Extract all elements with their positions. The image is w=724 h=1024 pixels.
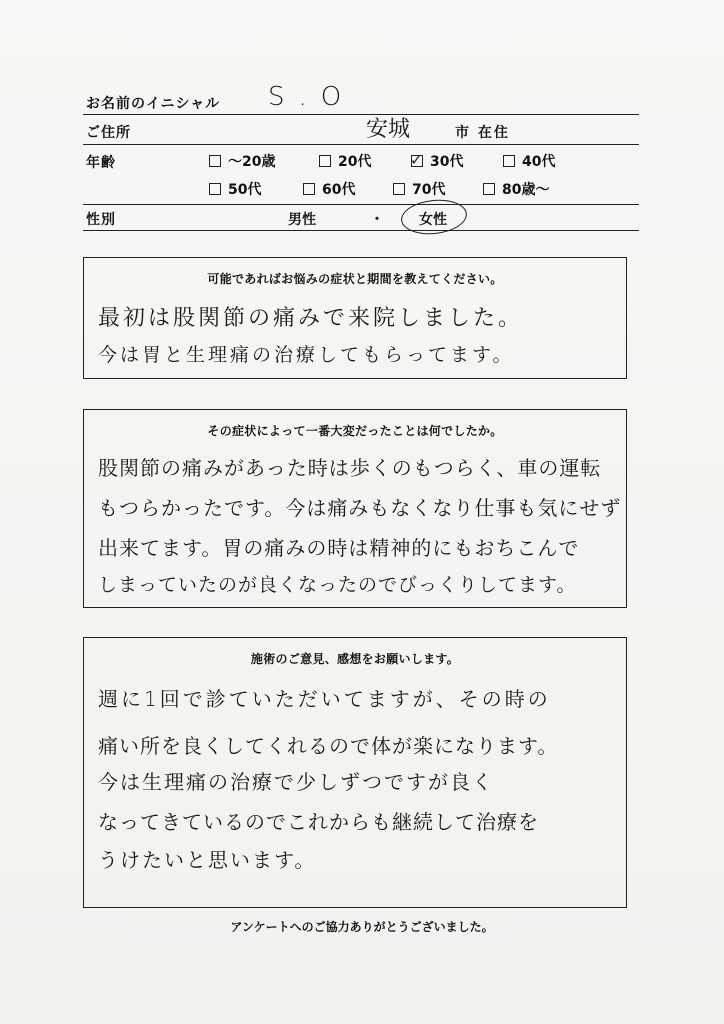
- question-box-hardest: [83, 409, 627, 608]
- answer-line: うけたいと思います。: [98, 848, 317, 872]
- answer-line: 痛い所を良くしてくれるので体が楽になります。: [98, 734, 559, 758]
- answer-line: 出来てます。胃の痛みの時は精神的にもおちこんで: [98, 536, 580, 560]
- checkbox-icon: [393, 183, 405, 195]
- initials-value: S.O: [268, 82, 356, 112]
- age-option-50s[interactable]: 50代: [209, 179, 261, 199]
- age-option-40s[interactable]: 40代: [503, 151, 555, 171]
- age-row: [83, 144, 639, 205]
- checkbox-icon: [303, 183, 315, 195]
- checkbox-icon: [209, 155, 221, 167]
- answer-line: なってきているのでこれからも継続して治療を: [98, 810, 539, 834]
- age-option-60s[interactable]: 60代: [303, 179, 355, 199]
- question-box-symptoms: [83, 257, 627, 379]
- footer-thanks: アンケートへのご協力ありがとうございました。: [230, 920, 494, 934]
- gender-row: [83, 204, 639, 231]
- checkbox-icon: [503, 155, 515, 167]
- address-row: [83, 114, 639, 145]
- checkbox-icon: [483, 183, 495, 195]
- age-label: 年齢: [86, 155, 116, 171]
- question-title: 可能であればお悩みの症状と期間を教えてください。: [207, 272, 503, 286]
- age-option-70s[interactable]: 70代: [393, 179, 445, 199]
- address-suffix: 市 在住: [455, 125, 510, 141]
- question-title: その症状によって一番大変だったことは何でしたか。: [207, 424, 503, 438]
- age-option-30s[interactable]: ✓ 30代: [410, 151, 464, 170]
- checkbox-icon: [209, 183, 221, 195]
- gender-option-female[interactable]: 女性: [419, 212, 447, 228]
- answer-line: しまっていたのが良くなったのでびっくりしてます。: [98, 574, 577, 596]
- question-box-feedback: [83, 637, 627, 908]
- answer-line: もつらかったです。今は痛みもなくなり仕事も気にせず: [98, 496, 622, 520]
- address-label: ご住所: [86, 125, 131, 141]
- age-option-over80[interactable]: 80歳～: [483, 179, 549, 199]
- answer-line: 今は生理痛の治療で少しずつですが良く: [98, 770, 494, 794]
- answer-line: 最初は股関節の痛みで来院しました。: [98, 306, 524, 331]
- check-mark-icon: ✓: [410, 151, 423, 169]
- answer-line: 股関節の痛みがあった時は歩くのもつらく、車の運転: [98, 456, 602, 480]
- checkbox-icon: [319, 155, 331, 167]
- initials-row: [83, 82, 639, 115]
- question-title: 施術のご意見、感想をお願いします。: [250, 652, 460, 666]
- gender-option-male[interactable]: 男性: [288, 212, 316, 228]
- answer-line: 今は胃と生理痛の治療してもらってます。: [98, 344, 515, 366]
- initials-label: お名前のイニシャル: [86, 96, 221, 112]
- address-value: 安城: [366, 117, 411, 142]
- gender-separator: ・: [370, 212, 384, 228]
- age-option-20s[interactable]: 20代: [319, 151, 371, 171]
- gender-label: 性別: [86, 212, 116, 228]
- answer-line: 週に1回で診ていただいてますが、その時の: [98, 687, 551, 711]
- age-option-under20[interactable]: ～20歳: [209, 151, 275, 171]
- checkbox-checked-icon: [410, 151, 423, 169]
